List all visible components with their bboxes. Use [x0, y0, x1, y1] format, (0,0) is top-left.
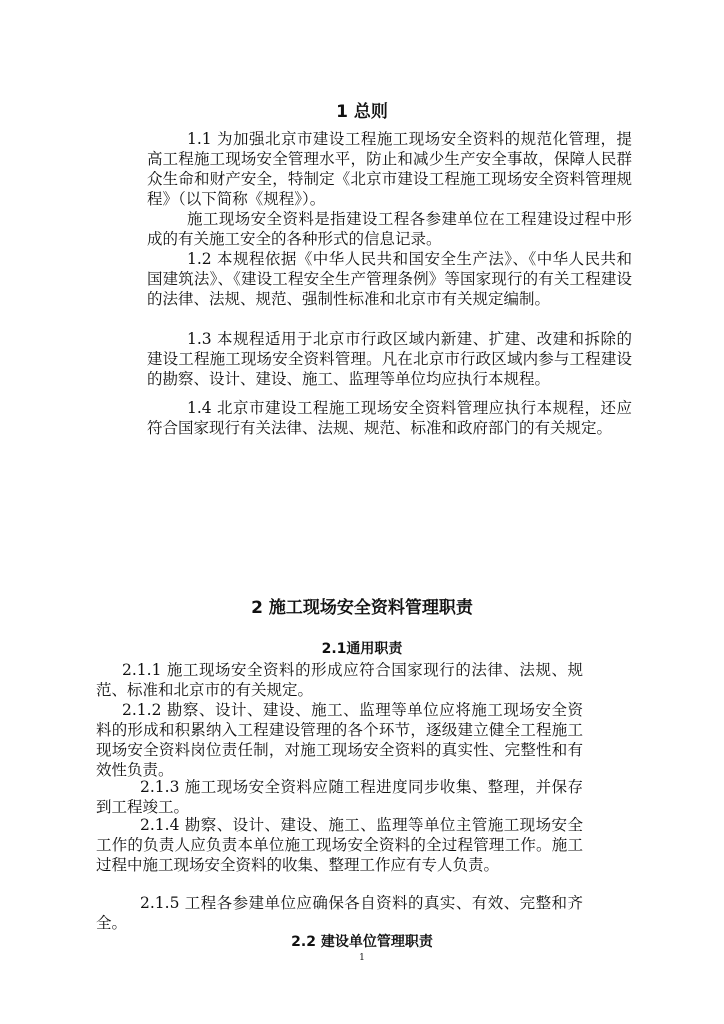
paragraph-2-1-4: 2.1.4 勘察、设计、建设、施工、监理等单位主管施工现场安全工作的负责人应负责本单位施工现场安全资料的全过程管理工作。施工过程中施工现场安全资料的收集、整理工作应有专人负责。: [96, 816, 583, 874]
subsection-2-1-title: 2.1通用职责: [321, 641, 403, 657]
paragraph-1-1: 1.1 为加强北京市建设工程施工现场安全资料的规范化管理，提高工程施工现场安全管理水平，防止和减少生产安全事故，保障人民群众生命和财产安全，特制定《北京市建设工程施工现场安全资料管理规程》（以下简称《规程》）。: [147, 130, 632, 208]
paragraph-2-1-1: 2.1.1 施工现场安全资料的形成应符合国家现行的法律、法规、规范、标准和北京市的有关规定。: [96, 661, 583, 699]
section-1-title: 1 总则: [336, 102, 388, 122]
paragraph-2-1-2: 2.1.2 勘察、设计、建设、施工、监理等单位应将施工现场安全资料的形成和积累纳入工程建设管理的各个环节，逐级建立健全工程施工现场安全资料岗位责任制，对施工现场安全资料的真实性、完整性和有效性负责。: [96, 701, 583, 779]
paragraph-1-1-note: 施工现场安全资料是指建设工程各参建单位在工程建设过程中形成的有关施工安全的各种形式的信息记录。: [147, 210, 632, 248]
page-number: 1: [359, 953, 365, 963]
paragraph-2-1-3: 2.1.3 施工现场安全资料应随工程进度同步收集、整理，并保存到工程竣工。: [96, 778, 583, 816]
section-2-title: 2 施工现场安全资料管理职责: [251, 598, 473, 618]
subsection-2-2-title: 2.2 建设单位管理职责: [291, 934, 433, 950]
paragraph-1-4: 1.4 北京市建设工程施工现场安全资料管理应执行本规程，还应符合国家现行有关法律、法规、规范、标准和政府部门的有关规定。: [147, 399, 632, 437]
paragraph-2-1-5: 2.1.5 工程各参建单位应确保各自资料的真实、有效、完整和齐全。: [96, 894, 583, 932]
paragraph-1-3: 1.3 本规程适用于北京市行政区域内新建、扩建、改建和拆除的建设工程施工现场安全资料管理。凡在北京市行政区域内参与工程建设的勘察、设计、建设、施工、监理等单位均应执行本规程。: [147, 330, 632, 388]
paragraph-1-2: 1.2 本规程依据《中华人民共和国安全生产法》、《中华人民共和国建筑法》、《建设工程安全生产管理条例》等国家现行的有关工程建设的法律、法规、规范、强制性标准和北京市有关规定编制。: [147, 250, 632, 308]
